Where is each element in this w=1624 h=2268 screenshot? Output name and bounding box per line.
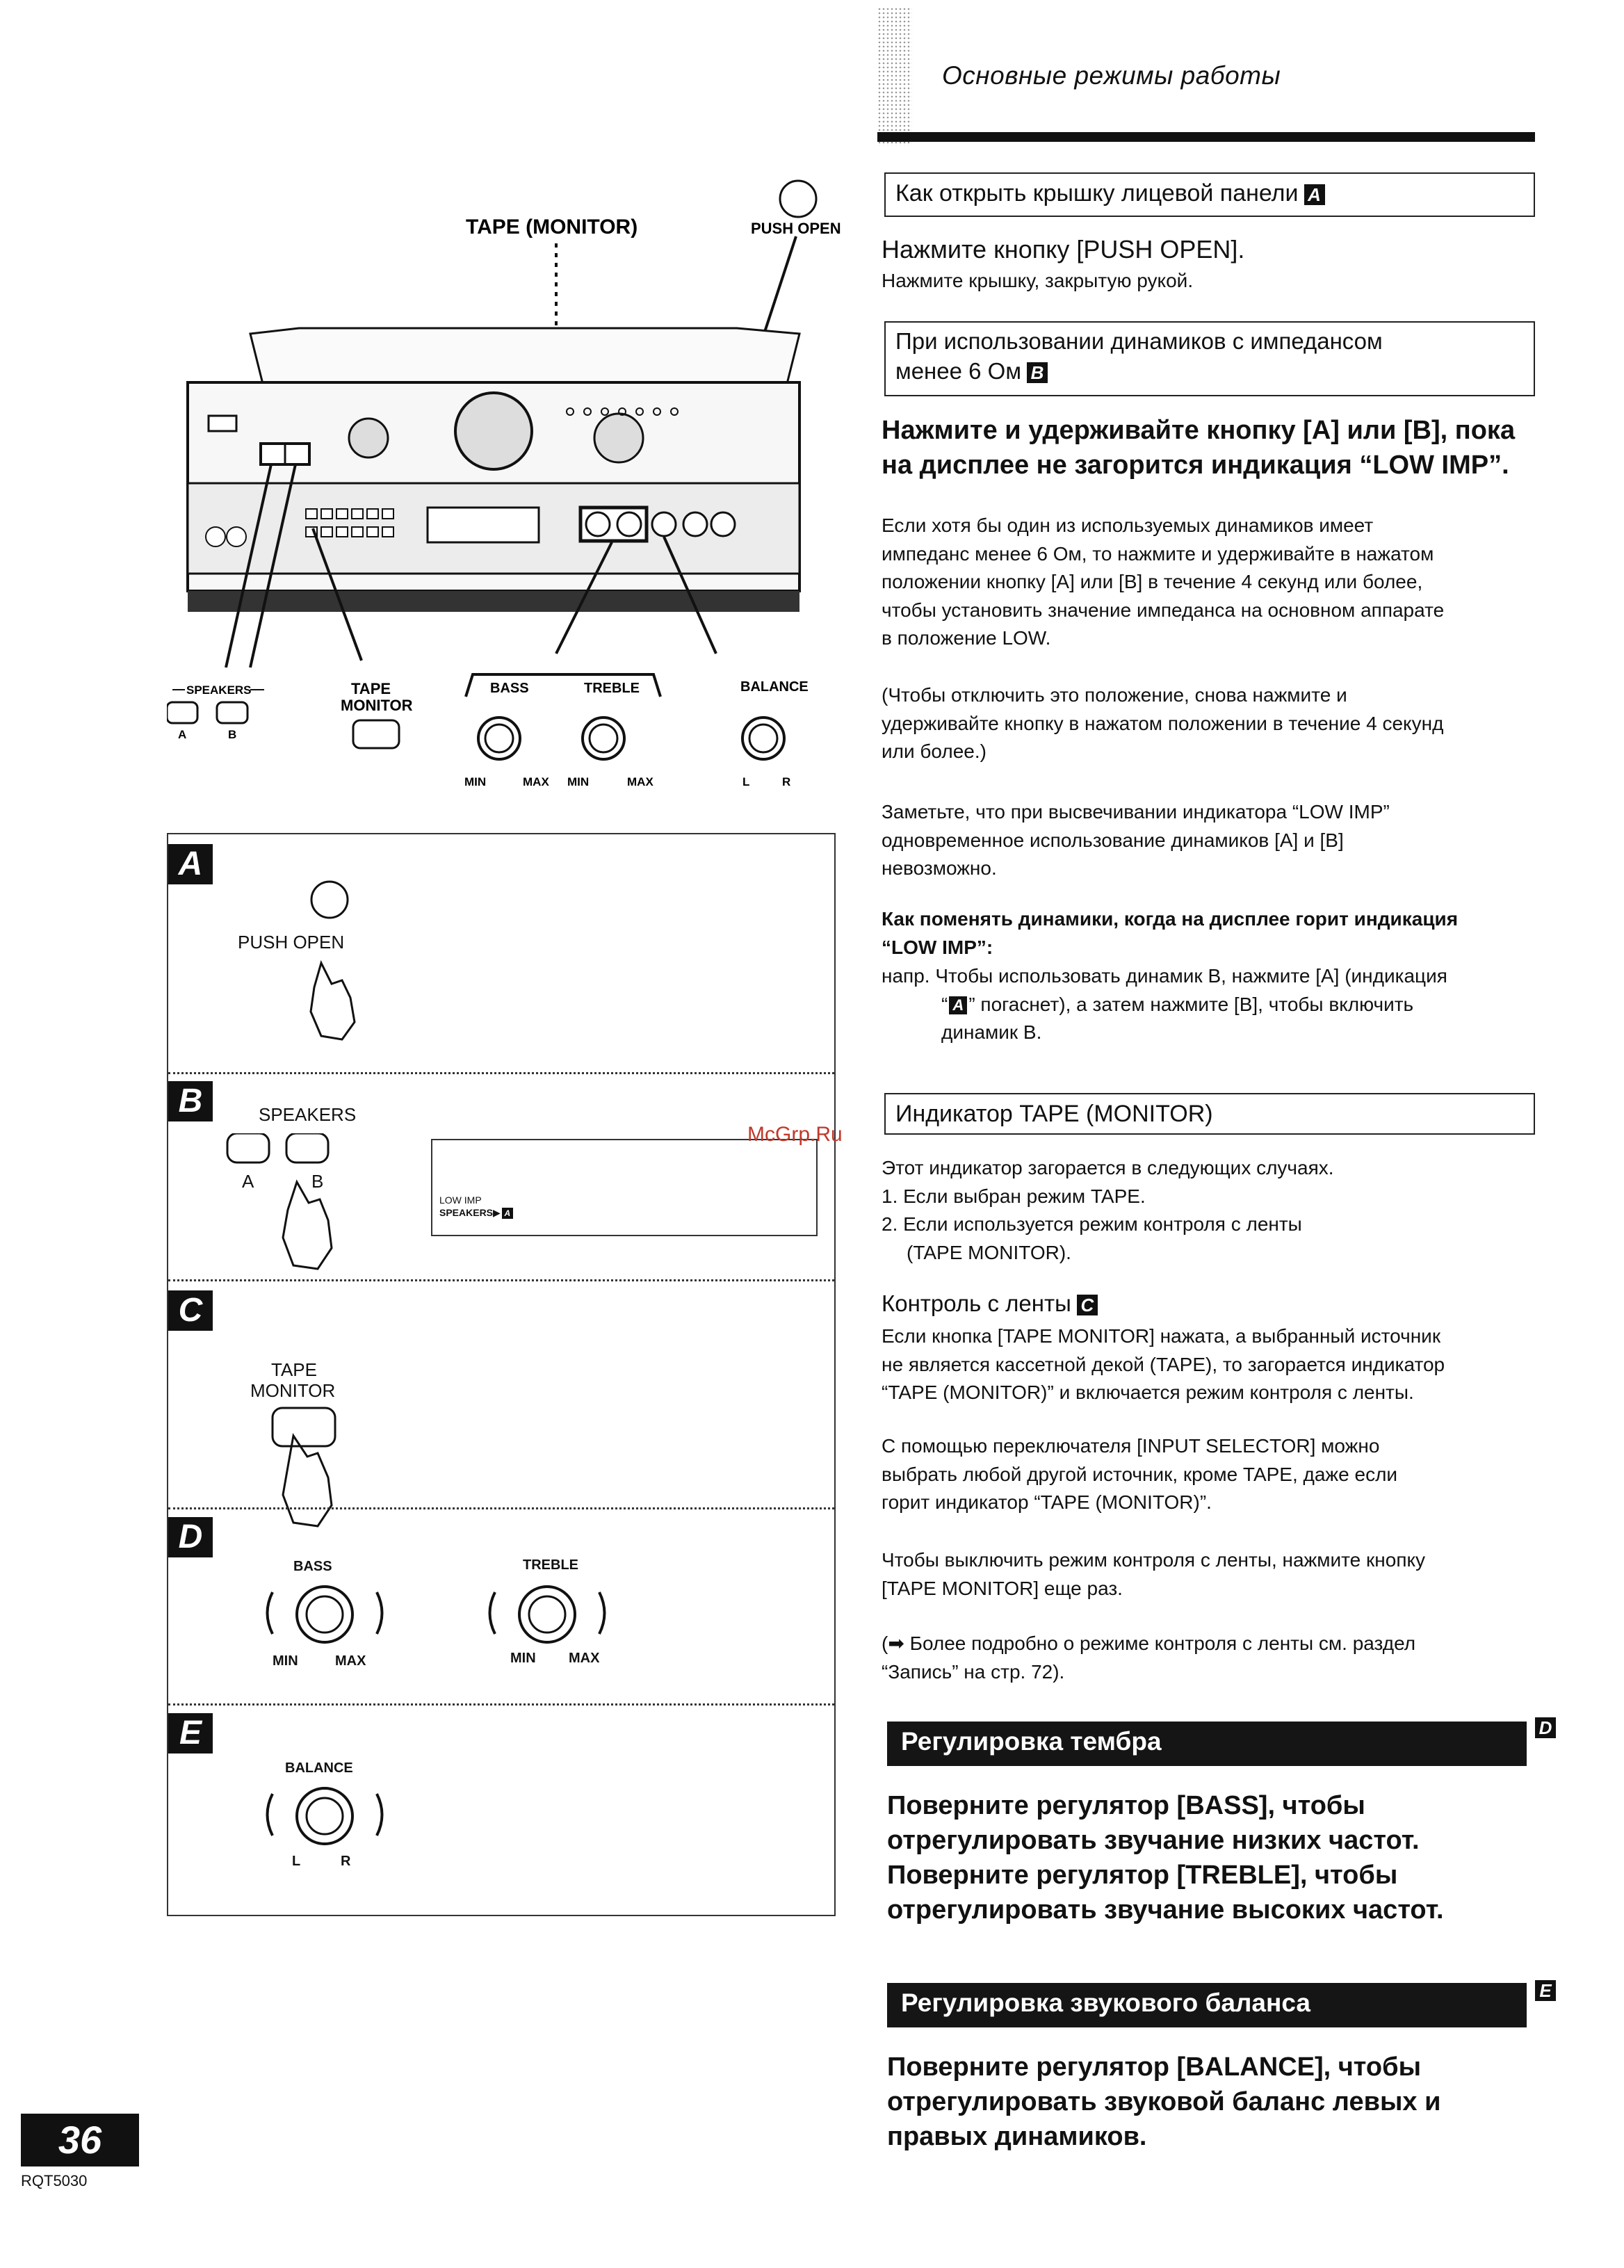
panel-c-monitor: MONITOR xyxy=(250,1380,336,1401)
selector-knob xyxy=(594,414,643,462)
panel-b-button-a: A xyxy=(242,1171,254,1192)
diagram-balance-r: R xyxy=(782,775,791,788)
panel-letter-d: D xyxy=(168,1517,213,1557)
tone-instructions: Поверните регулятор [BASS], чтобы отрегулировать звучание низких частот. Поверните регулятор [TREBLE], чтобы отрегулировать звучание высоких частот. xyxy=(887,1791,1444,1925)
open-cover-title: Как открыть крышку лицевой панели xyxy=(895,180,1299,206)
diagram-speakers-label: SPEAKERS xyxy=(186,683,252,697)
diagram-treble-min: MIN xyxy=(567,775,590,788)
tone-banner: Регулировка тембра xyxy=(887,1722,1527,1766)
open-cover-heading-box xyxy=(884,172,1535,217)
page-number: 36 xyxy=(21,2114,139,2166)
low-imp-subheading: Как поменять динамики, когда на дисплее горит индикация “LOW IMP”: xyxy=(882,908,1459,958)
balance-instructions: Поверните регулятор [BALANCE], чтобы отрегулировать звуковой баланс левых и правых динамиков. xyxy=(887,2052,1441,2152)
low-imp-title-line2: менее 6 Ом xyxy=(895,357,1022,384)
open-cover-instruction: Нажмите кнопку [PUSH OPEN]. xyxy=(882,235,1245,264)
panel-letter-b: B xyxy=(168,1081,213,1121)
diagram-bass-max: MAX xyxy=(523,775,549,788)
panel-e-r: R xyxy=(341,1854,351,1869)
tape-indicator-heading-box xyxy=(884,1093,1535,1135)
volume-knob xyxy=(455,393,532,469)
diagram-bass-min: MIN xyxy=(464,775,487,788)
tape-indicator-list: Этот индикатор загорается в следующих случаях. 1. Если выбран режим TAPE. 2. Если используется режим контроля с ленты (TAPE MONITOR). xyxy=(882,1157,1334,1263)
tape-indicator-p4: (➡ Более подробно о режиме контроля с ленты см. раздел “Запись” на стр. 72). xyxy=(882,1633,1416,1683)
panel-c-tape: TAPE xyxy=(271,1359,317,1380)
balance-tag: E xyxy=(1535,1980,1556,2001)
example-line1: напр. Чтобы использовать динамик B, нажмите [A] (индикация xyxy=(882,965,1447,987)
diagram-balance-label: BALANCE xyxy=(740,679,809,695)
panel-b-label: SPEAKERS xyxy=(259,1104,357,1125)
amplifier-diagram xyxy=(167,167,862,807)
panel-a-label: PUSH OPEN xyxy=(238,932,345,953)
diagram-tape-monitor-label: TAPE (MONITOR) xyxy=(466,216,638,238)
document-code: RQT5030 xyxy=(21,2172,88,2189)
low-imp-heading-box xyxy=(884,321,1535,396)
device-display xyxy=(428,508,539,542)
panel-letter-e: E xyxy=(168,1713,213,1753)
tape-indicator-p1: Если кнопка [TAPE MONITOR] нажата, а выбранный источник не является кассетной декой (TAPE), то загорается индикатор “TAPE (MONITOR)” и включается режим контроля с ленты. xyxy=(882,1325,1445,1404)
panel-e-l: L xyxy=(292,1854,301,1869)
low-imp-tag: B xyxy=(1027,362,1048,383)
panel-b-display xyxy=(431,1139,818,1236)
low-imp-p2: (Чтобы отключить это положение, снова нажмите и удерживайте кнопку в нажатом положении в течение 4 секунд или более.) xyxy=(882,684,1444,763)
panel-d-treble: TREBLE xyxy=(523,1557,578,1573)
panel-d-bass-min: MIN xyxy=(273,1653,298,1669)
panel-d-bass-max: MAX xyxy=(335,1653,366,1669)
panel-e-balance: BALANCE xyxy=(285,1760,353,1776)
balance-knob xyxy=(252,1780,419,1863)
header-texture xyxy=(877,7,912,146)
low-imp-instruction-line1: Нажмите и удерживайте кнопку [A] или [B], пока xyxy=(882,416,1516,445)
diagram-tape-label: TAPE xyxy=(351,680,391,697)
panel-b-button-b: B xyxy=(311,1171,324,1192)
low-imp-p3: Заметьте, что при высвечивании индикатора “LOW IMP” одновременное использование динамиков [A] и [B] невозможно. xyxy=(882,801,1390,880)
diagram-speaker-b: B xyxy=(228,728,237,741)
tape-indicator-p3: Чтобы выключить режим контроля с ленты, нажмите кнопку [TAPE MONITOR] еще раз. xyxy=(882,1549,1426,1599)
tape-indicator-p2: С помощью переключателя [INPUT SELECTOR] можно выбрать любой другой источник, кроме TAPE, даже если горит индикатор “TAPE (MONITOR)”. xyxy=(882,1435,1398,1514)
diagram-treble-max: MAX xyxy=(627,775,653,788)
diagram-speaker-a: A xyxy=(178,728,187,741)
push-open-illustration xyxy=(273,876,412,1043)
tape-monitoring-tag: C xyxy=(1077,1295,1098,1315)
diagram-bass-label: BASS xyxy=(490,681,529,696)
panel-d-bass: BASS xyxy=(293,1559,332,1574)
tone-tag: D xyxy=(1535,1717,1556,1738)
low-imp-instruction-line2: на дисплее не загорится индикация “LOW IMP”. xyxy=(882,451,1509,480)
open-cover-tag: A xyxy=(1304,184,1325,205)
low-imp-title-line1: При использовании динамиков с импедансом xyxy=(895,328,1383,354)
display-speakers-tag: A xyxy=(502,1208,513,1219)
header-rule xyxy=(877,132,1535,142)
diagram-balance-l: L xyxy=(742,775,750,788)
illustration-panel xyxy=(167,833,836,1916)
balance-banner: Регулировка звукового баланса xyxy=(887,1983,1527,2027)
panel-d-treble-max: MAX xyxy=(569,1651,600,1666)
bass-treble-knobs xyxy=(252,1578,655,1662)
tape-monitor-illustration xyxy=(266,1401,377,1540)
low-imp-p1: Если хотя бы один из используемых динамиков имеет импеданс менее 6 Ом, то нажмите и удерживайте в нажатом положении кнопку [A] или [B] в течение 4 секунд или более, чтобы установить значение импеданса на основном аппарате в положение LOW. xyxy=(882,515,1445,649)
example-tag: A xyxy=(949,996,967,1014)
low-imp-instruction xyxy=(882,413,1515,483)
open-cover-text: Нажмите крышку, закрытую рукой. xyxy=(882,270,1194,291)
watermark: McGrp.Ru xyxy=(747,1123,843,1146)
page-title: Основные режимы работы xyxy=(942,61,1281,90)
push-open-circle xyxy=(780,181,816,217)
device-lid xyxy=(250,328,799,389)
speakers-illustration xyxy=(217,1133,370,1293)
diagram-treble-label: TREBLE xyxy=(584,681,640,696)
panel-letter-a: A xyxy=(168,844,213,884)
display-speakers: SPEAKERS▶ xyxy=(439,1207,501,1218)
diagram-push-open-label: PUSH OPEN xyxy=(751,220,841,237)
tape-monitoring-subheading: Контроль с ленты C xyxy=(882,1290,1098,1317)
low-imp-example: напр. Чтобы использовать динамик B, нажмите [A] (индикация “ A ” погаснет), а затем нажмите [B], чтобы включить динамик B. xyxy=(882,962,1447,1047)
panel-d-treble-min: MIN xyxy=(510,1651,536,1666)
tape-indicator-title: Индикатор TAPE (MONITOR) xyxy=(895,1101,1213,1127)
display-low-imp: LOW IMP xyxy=(439,1194,482,1206)
diagram-monitor-label: MONITOR xyxy=(341,697,413,714)
panel-letter-c: C xyxy=(168,1290,213,1331)
display-speakers-row xyxy=(439,1207,513,1219)
